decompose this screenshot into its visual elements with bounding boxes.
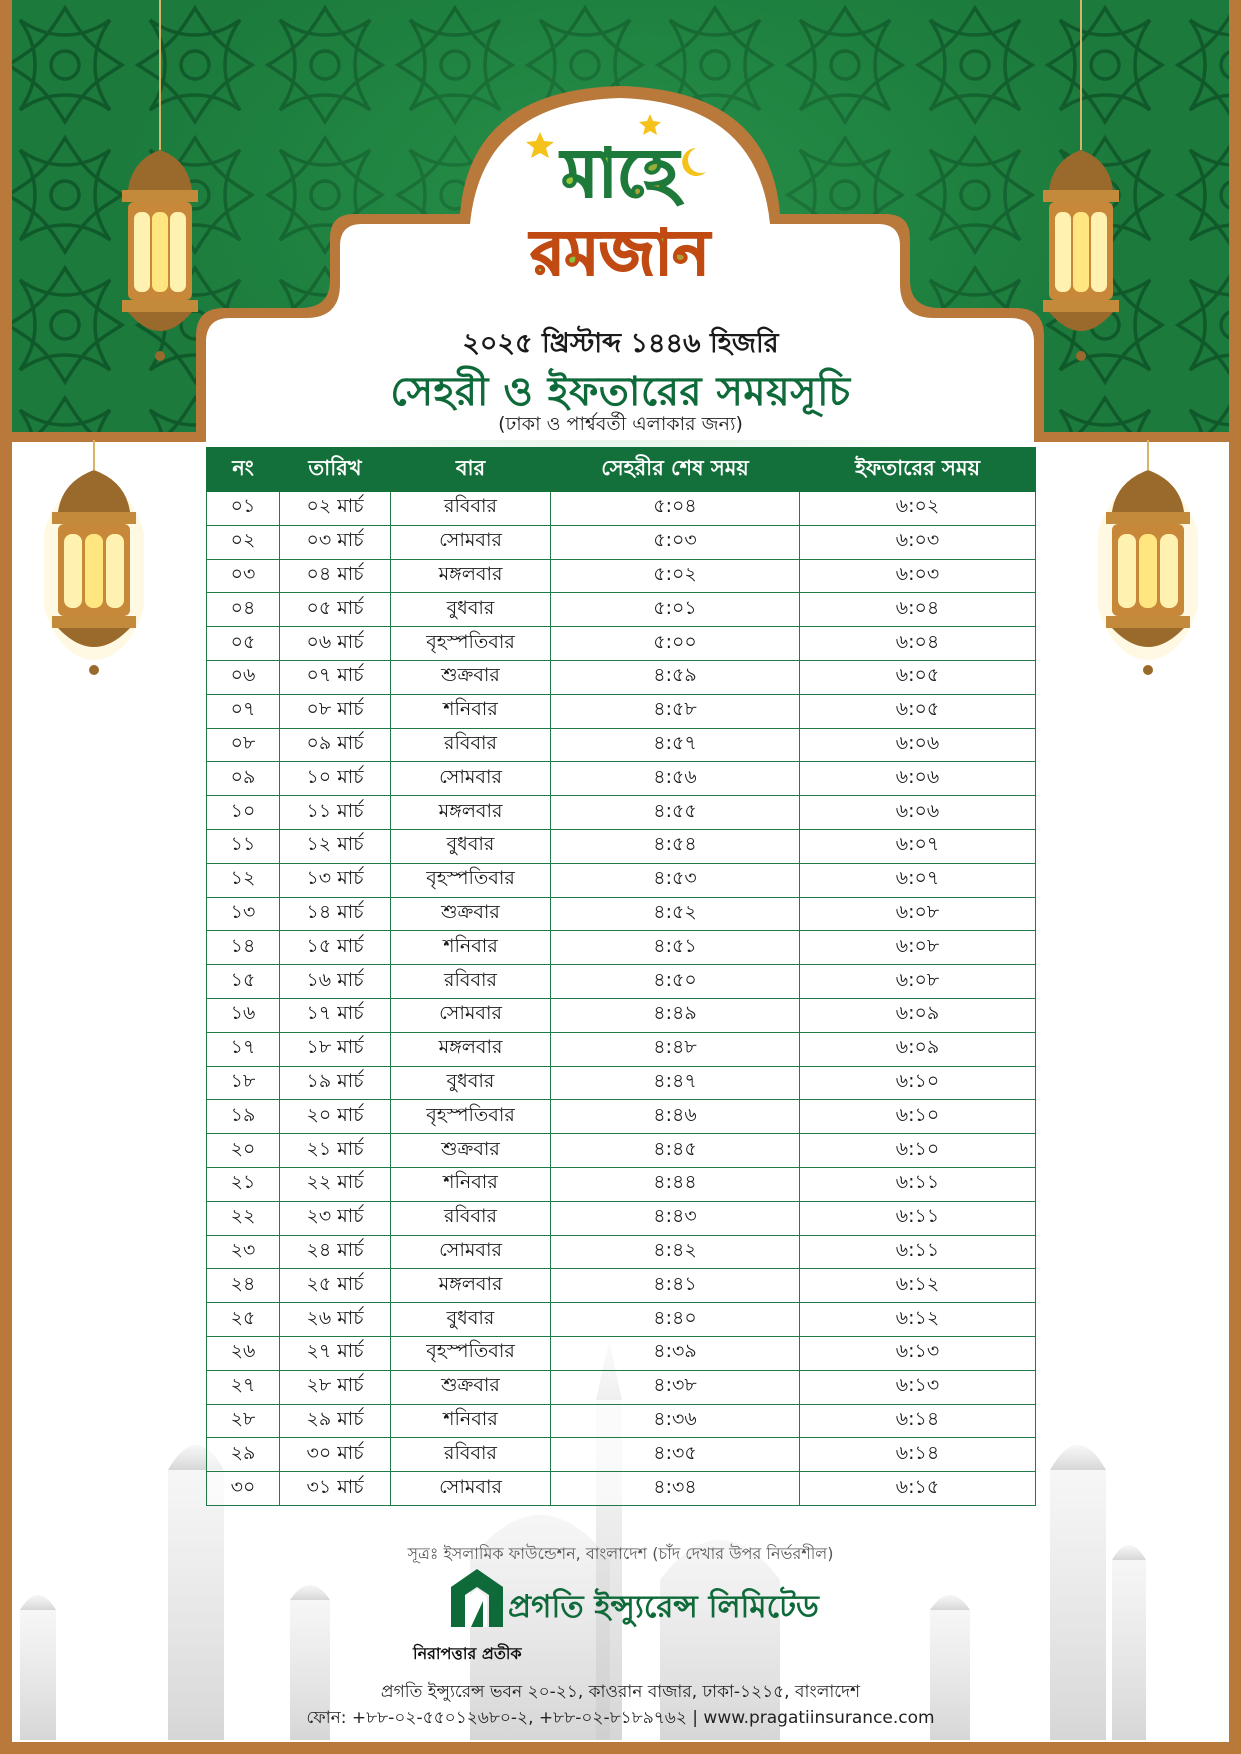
table-row	[207, 1370, 1036, 1404]
table-row	[207, 1438, 1036, 1472]
cell-iftar-time: ৬:০৮	[800, 931, 1036, 965]
table-row	[207, 660, 1036, 694]
cell-serial: ০৬	[207, 660, 280, 694]
cell-day: শুক্রবার	[391, 660, 551, 694]
cell-sehri-time: ৪:৫১	[551, 931, 800, 965]
cell-date: ২১ মার্চ	[280, 1134, 391, 1168]
table-row	[207, 1235, 1036, 1269]
table-row	[207, 728, 1036, 762]
cell-iftar-time: ৬:১২	[800, 1269, 1036, 1303]
table-row	[207, 1167, 1036, 1201]
cell-serial: ০৯	[207, 762, 280, 796]
cell-date: ১২ মার্চ	[280, 829, 391, 863]
cell-sehri-time: ৪:৫৮	[551, 694, 800, 728]
cell-serial: ১৮	[207, 1066, 280, 1100]
cell-serial: ১৩	[207, 897, 280, 931]
cell-sehri-time: ৪:৩৫	[551, 1438, 800, 1472]
cell-iftar-time: ৬:১৩	[800, 1336, 1036, 1370]
table-row	[207, 762, 1036, 796]
cell-iftar-time: ৬:০৬	[800, 796, 1036, 830]
cell-sehri-time: ৫:০১	[551, 593, 800, 627]
cell-day: শুক্রবার	[391, 897, 551, 931]
table-row	[207, 559, 1036, 593]
pragati-logo-icon	[449, 1567, 505, 1637]
cell-serial: ২২	[207, 1201, 280, 1235]
cell-day: বৃহস্পতিবার	[391, 1336, 551, 1370]
cell-sehri-time: ৫:০৩	[551, 525, 800, 559]
cell-sehri-time: ৪:৩৯	[551, 1336, 800, 1370]
cell-date: ২৫ মার্চ	[280, 1269, 391, 1303]
cell-sehri-time: ৪:৪৬	[551, 1100, 800, 1134]
cell-serial: ০৫	[207, 627, 280, 661]
cell-day: বৃহস্পতিবার	[391, 863, 551, 897]
cell-sehri-time: ৪:৪৮	[551, 1032, 800, 1066]
cell-day: শনিবার	[391, 694, 551, 728]
cell-date: ০৬ মার্চ	[280, 627, 391, 661]
cell-day: মঙ্গলবার	[391, 1032, 551, 1066]
cell-serial: ০৮	[207, 728, 280, 762]
cell-iftar-time: ৬:০৩	[800, 559, 1036, 593]
cell-day: বুধবার	[391, 593, 551, 627]
lantern-icon	[1098, 440, 1198, 680]
cell-day: রবিবার	[391, 728, 551, 762]
cell-iftar-time: ৬:১৫	[800, 1472, 1036, 1506]
cell-date: ২৯ মার্চ	[280, 1404, 391, 1438]
cell-day: শনিবার	[391, 931, 551, 965]
cell-iftar-time: ৬:০৭	[800, 863, 1036, 897]
cell-iftar-time: ৬:১৪	[800, 1404, 1036, 1438]
schedule-table	[206, 447, 1036, 1506]
cell-iftar-time: ৬:১১	[800, 1235, 1036, 1269]
cell-day: সোমবার	[391, 525, 551, 559]
cell-iftar-time: ৬:১২	[800, 1303, 1036, 1337]
cell-sehri-time: ৪:৩৮	[551, 1370, 800, 1404]
cell-date: ১৫ মার্চ	[280, 931, 391, 965]
cell-date: ০৭ মার্চ	[280, 660, 391, 694]
table-row	[207, 694, 1036, 728]
cell-iftar-time: ৬:০৭	[800, 829, 1036, 863]
lantern-icon	[44, 440, 144, 680]
cell-sehri-time: ৪:৪২	[551, 1235, 800, 1269]
company-contact: ফোন: +৮৮-০২-৫৫০১২৬৮০-২, +৮৮-০২-৮১৮৯৭৬২ | www.pragatiinsurance.com	[306, 1708, 935, 1728]
cell-day: শনিবার	[391, 1167, 551, 1201]
cell-date: ১৪ মার্চ	[280, 897, 391, 931]
lantern-icon	[110, 0, 210, 370]
table-row	[207, 1201, 1036, 1235]
cell-serial: ৩০	[207, 1472, 280, 1506]
cell-sehri-time: ৫:০৪	[551, 492, 800, 526]
table-row	[207, 998, 1036, 1032]
cell-iftar-time: ৬:০৮	[800, 897, 1036, 931]
cell-iftar-time: ৬:০২	[800, 492, 1036, 526]
cell-iftar-time: ৬:১৩	[800, 1370, 1036, 1404]
cell-sehri-time: ৫:০০	[551, 627, 800, 661]
company-address: প্রগতি ইন্স্যুরেন্স ভবন ২০-২১, কাওরান বাজার, ঢাকা-১২১৫, বাংলাদেশ	[380, 1682, 861, 1702]
cell-sehri-time: ৪:৫৯	[551, 660, 800, 694]
cell-serial: ২৪	[207, 1269, 280, 1303]
cell-sehri-time: ৪:৫০	[551, 965, 800, 999]
cell-date: ১৮ মার্চ	[280, 1032, 391, 1066]
cell-sehri-time: ৪:৪৫	[551, 1134, 800, 1168]
cell-serial: ১৭	[207, 1032, 280, 1066]
cell-serial: ০৩	[207, 559, 280, 593]
cell-day: বুধবার	[391, 829, 551, 863]
cell-iftar-time: ৬:০৫	[800, 660, 1036, 694]
column-header-iftar: ইফতারের সময়	[800, 448, 1036, 492]
source-note: সূত্রঃ ইসলামিক ফাউন্ডেশন, বাংলাদেশ (চাঁদ দেখার উপর নির্ভরশীল)	[407, 1544, 834, 1563]
table-row	[207, 796, 1036, 830]
cell-sehri-time: ৪:৩৬	[551, 1404, 800, 1438]
logo-line-1: মাহে	[561, 135, 679, 212]
cell-iftar-time: ৬:১৪	[800, 1438, 1036, 1472]
cell-date: ২৬ মার্চ	[280, 1303, 391, 1337]
cell-date: ৩০ মার্চ	[280, 1438, 391, 1472]
cell-day: মঙ্গলবার	[391, 1269, 551, 1303]
cell-date: ১৬ মার্চ	[280, 965, 391, 999]
cell-date: ২৩ মার্চ	[280, 1201, 391, 1235]
cell-iftar-time: ৬:১০	[800, 1134, 1036, 1168]
cell-date: ০৪ মার্চ	[280, 559, 391, 593]
cell-date: ১৩ মার্চ	[280, 863, 391, 897]
cell-iftar-time: ৬:০৩	[800, 525, 1036, 559]
cell-serial: ১০	[207, 796, 280, 830]
table-row	[207, 593, 1036, 627]
cell-serial: ১৯	[207, 1100, 280, 1134]
cell-day: সোমবার	[391, 762, 551, 796]
column-header-date: তারিখ	[280, 448, 391, 492]
cell-sehri-time: ৪:৫৫	[551, 796, 800, 830]
table-row	[207, 492, 1036, 526]
cell-date: ১১ মার্চ	[280, 796, 391, 830]
cell-day: সোমবার	[391, 998, 551, 1032]
cell-sehri-time: ৪:৫৬	[551, 762, 800, 796]
cell-sehri-time: ৪:৫২	[551, 897, 800, 931]
table-row	[207, 1066, 1036, 1100]
column-header-serial: নং	[207, 448, 280, 492]
cell-serial: ০৪	[207, 593, 280, 627]
cell-date: ০৯ মার্চ	[280, 728, 391, 762]
cell-serial: ০১	[207, 492, 280, 526]
cell-day: মঙ্গলবার	[391, 796, 551, 830]
cell-iftar-time: ৬:১১	[800, 1201, 1036, 1235]
cell-serial: ১১	[207, 829, 280, 863]
logo-line-2: রমজান	[530, 216, 710, 289]
cell-date: ৩১ মার্চ	[280, 1472, 391, 1506]
cell-day: রবিবার	[391, 965, 551, 999]
cell-day: শনিবার	[391, 1404, 551, 1438]
cell-iftar-time: ৬:১১	[800, 1167, 1036, 1201]
cell-sehri-time: ৪:৪৭	[551, 1066, 800, 1100]
cell-date: ১৯ মার্চ	[280, 1066, 391, 1100]
table-row	[207, 627, 1036, 661]
cell-sehri-time: ৪:৪৩	[551, 1201, 800, 1235]
cell-day: সোমবার	[391, 1472, 551, 1506]
cell-day: বুধবার	[391, 1303, 551, 1337]
cell-date: ২২ মার্চ	[280, 1167, 391, 1201]
cell-sehri-time: ৪:৩৪	[551, 1472, 800, 1506]
cell-iftar-time: ৬:০৯	[800, 1032, 1036, 1066]
cell-iftar-time: ৬:০৮	[800, 965, 1036, 999]
table-row	[207, 1404, 1036, 1438]
column-header-sehri: সেহরীর শেষ সময়	[551, 448, 800, 492]
cell-date: ০৫ মার্চ	[280, 593, 391, 627]
cell-date: ০৩ মার্চ	[280, 525, 391, 559]
cell-day: সোমবার	[391, 1235, 551, 1269]
cell-day: রবিবার	[391, 1201, 551, 1235]
cell-date: ২৮ মার্চ	[280, 1370, 391, 1404]
cell-day: বৃহস্পতিবার	[391, 627, 551, 661]
cell-serial: ২১	[207, 1167, 280, 1201]
company-tagline: নিরাপত্তার প্রতীক	[413, 1644, 522, 1663]
cell-iftar-time: ৬:০৯	[800, 998, 1036, 1032]
table-row	[207, 965, 1036, 999]
cell-date: ২৭ মার্চ	[280, 1336, 391, 1370]
cell-day: বুধবার	[391, 1066, 551, 1100]
table-row	[207, 897, 1036, 931]
cell-sehri-time: ৫:০২	[551, 559, 800, 593]
cell-serial: ১৬	[207, 998, 280, 1032]
table-row	[207, 1303, 1036, 1337]
table-row	[207, 1032, 1036, 1066]
cell-serial: ১৫	[207, 965, 280, 999]
cell-serial: ২০	[207, 1134, 280, 1168]
cell-day: শুক্রবার	[391, 1370, 551, 1404]
table-row	[207, 829, 1036, 863]
cell-serial: ২৮	[207, 1404, 280, 1438]
cell-iftar-time: ৬:১০	[800, 1066, 1036, 1100]
cell-serial: ১৪	[207, 931, 280, 965]
cell-day: বৃহস্পতিবার	[391, 1100, 551, 1134]
cell-date: ১৭ মার্চ	[280, 998, 391, 1032]
cell-day: রবিবার	[391, 1438, 551, 1472]
table-row	[207, 525, 1036, 559]
cell-serial: ২৫	[207, 1303, 280, 1337]
cell-day: রবিবার	[391, 492, 551, 526]
table-row	[207, 931, 1036, 965]
cell-date: ২০ মার্চ	[280, 1100, 391, 1134]
cell-date: ০২ মার্চ	[280, 492, 391, 526]
cell-serial: ২৩	[207, 1235, 280, 1269]
cell-date: ০৮ মার্চ	[280, 694, 391, 728]
cell-serial: ১২	[207, 863, 280, 897]
page-title: সেহরী ও ইফতারের সময়সূচি	[390, 369, 851, 415]
cell-sehri-time: ৪:৫৭	[551, 728, 800, 762]
table-row	[207, 1100, 1036, 1134]
cell-sehri-time: ৪:৪৪	[551, 1167, 800, 1201]
cell-serial: ০২	[207, 525, 280, 559]
lantern-icon	[1031, 0, 1131, 370]
cell-iftar-time: ৬:০৬	[800, 728, 1036, 762]
cell-sehri-time: ৪:৫৪	[551, 829, 800, 863]
page-subtitle: (ঢাকা ও পার্শ্ববর্তী এলাকার জন্য)	[498, 413, 743, 435]
cell-serial: ২৬	[207, 1336, 280, 1370]
cell-date: ১০ মার্চ	[280, 762, 391, 796]
company-name: প্রগতি ইন্স্যুরেন্স লিমিটেড	[508, 1589, 819, 1625]
table-row	[207, 1336, 1036, 1370]
cell-day: শুক্রবার	[391, 1134, 551, 1168]
year-line: ২০২৫ খ্রিস্টাব্দ ১৪৪৬ হিজরি	[462, 328, 779, 359]
table-row	[207, 863, 1036, 897]
table-header-row	[207, 448, 1036, 492]
cell-sehri-time: ৪:৪১	[551, 1269, 800, 1303]
cell-sehri-time: ৪:৪০	[551, 1303, 800, 1337]
table-row	[207, 1472, 1036, 1506]
mahe-ramadan-logo	[500, 96, 740, 311]
cell-iftar-time: ৬:০৪	[800, 593, 1036, 627]
column-header-day: বার	[391, 448, 551, 492]
table-row	[207, 1269, 1036, 1303]
cell-sehri-time: ৪:৫৩	[551, 863, 800, 897]
cell-serial: ২৯	[207, 1438, 280, 1472]
table-row	[207, 1134, 1036, 1168]
cell-iftar-time: ৬:০৪	[800, 627, 1036, 661]
cell-iftar-time: ৬:০৬	[800, 762, 1036, 796]
cell-serial: ০৭	[207, 694, 280, 728]
cell-iftar-time: ৬:০৫	[800, 694, 1036, 728]
cell-serial: ২৭	[207, 1370, 280, 1404]
cell-iftar-time: ৬:১০	[800, 1100, 1036, 1134]
cell-date: ২৪ মার্চ	[280, 1235, 391, 1269]
cell-sehri-time: ৪:৪৯	[551, 998, 800, 1032]
cell-day: মঙ্গলবার	[391, 559, 551, 593]
